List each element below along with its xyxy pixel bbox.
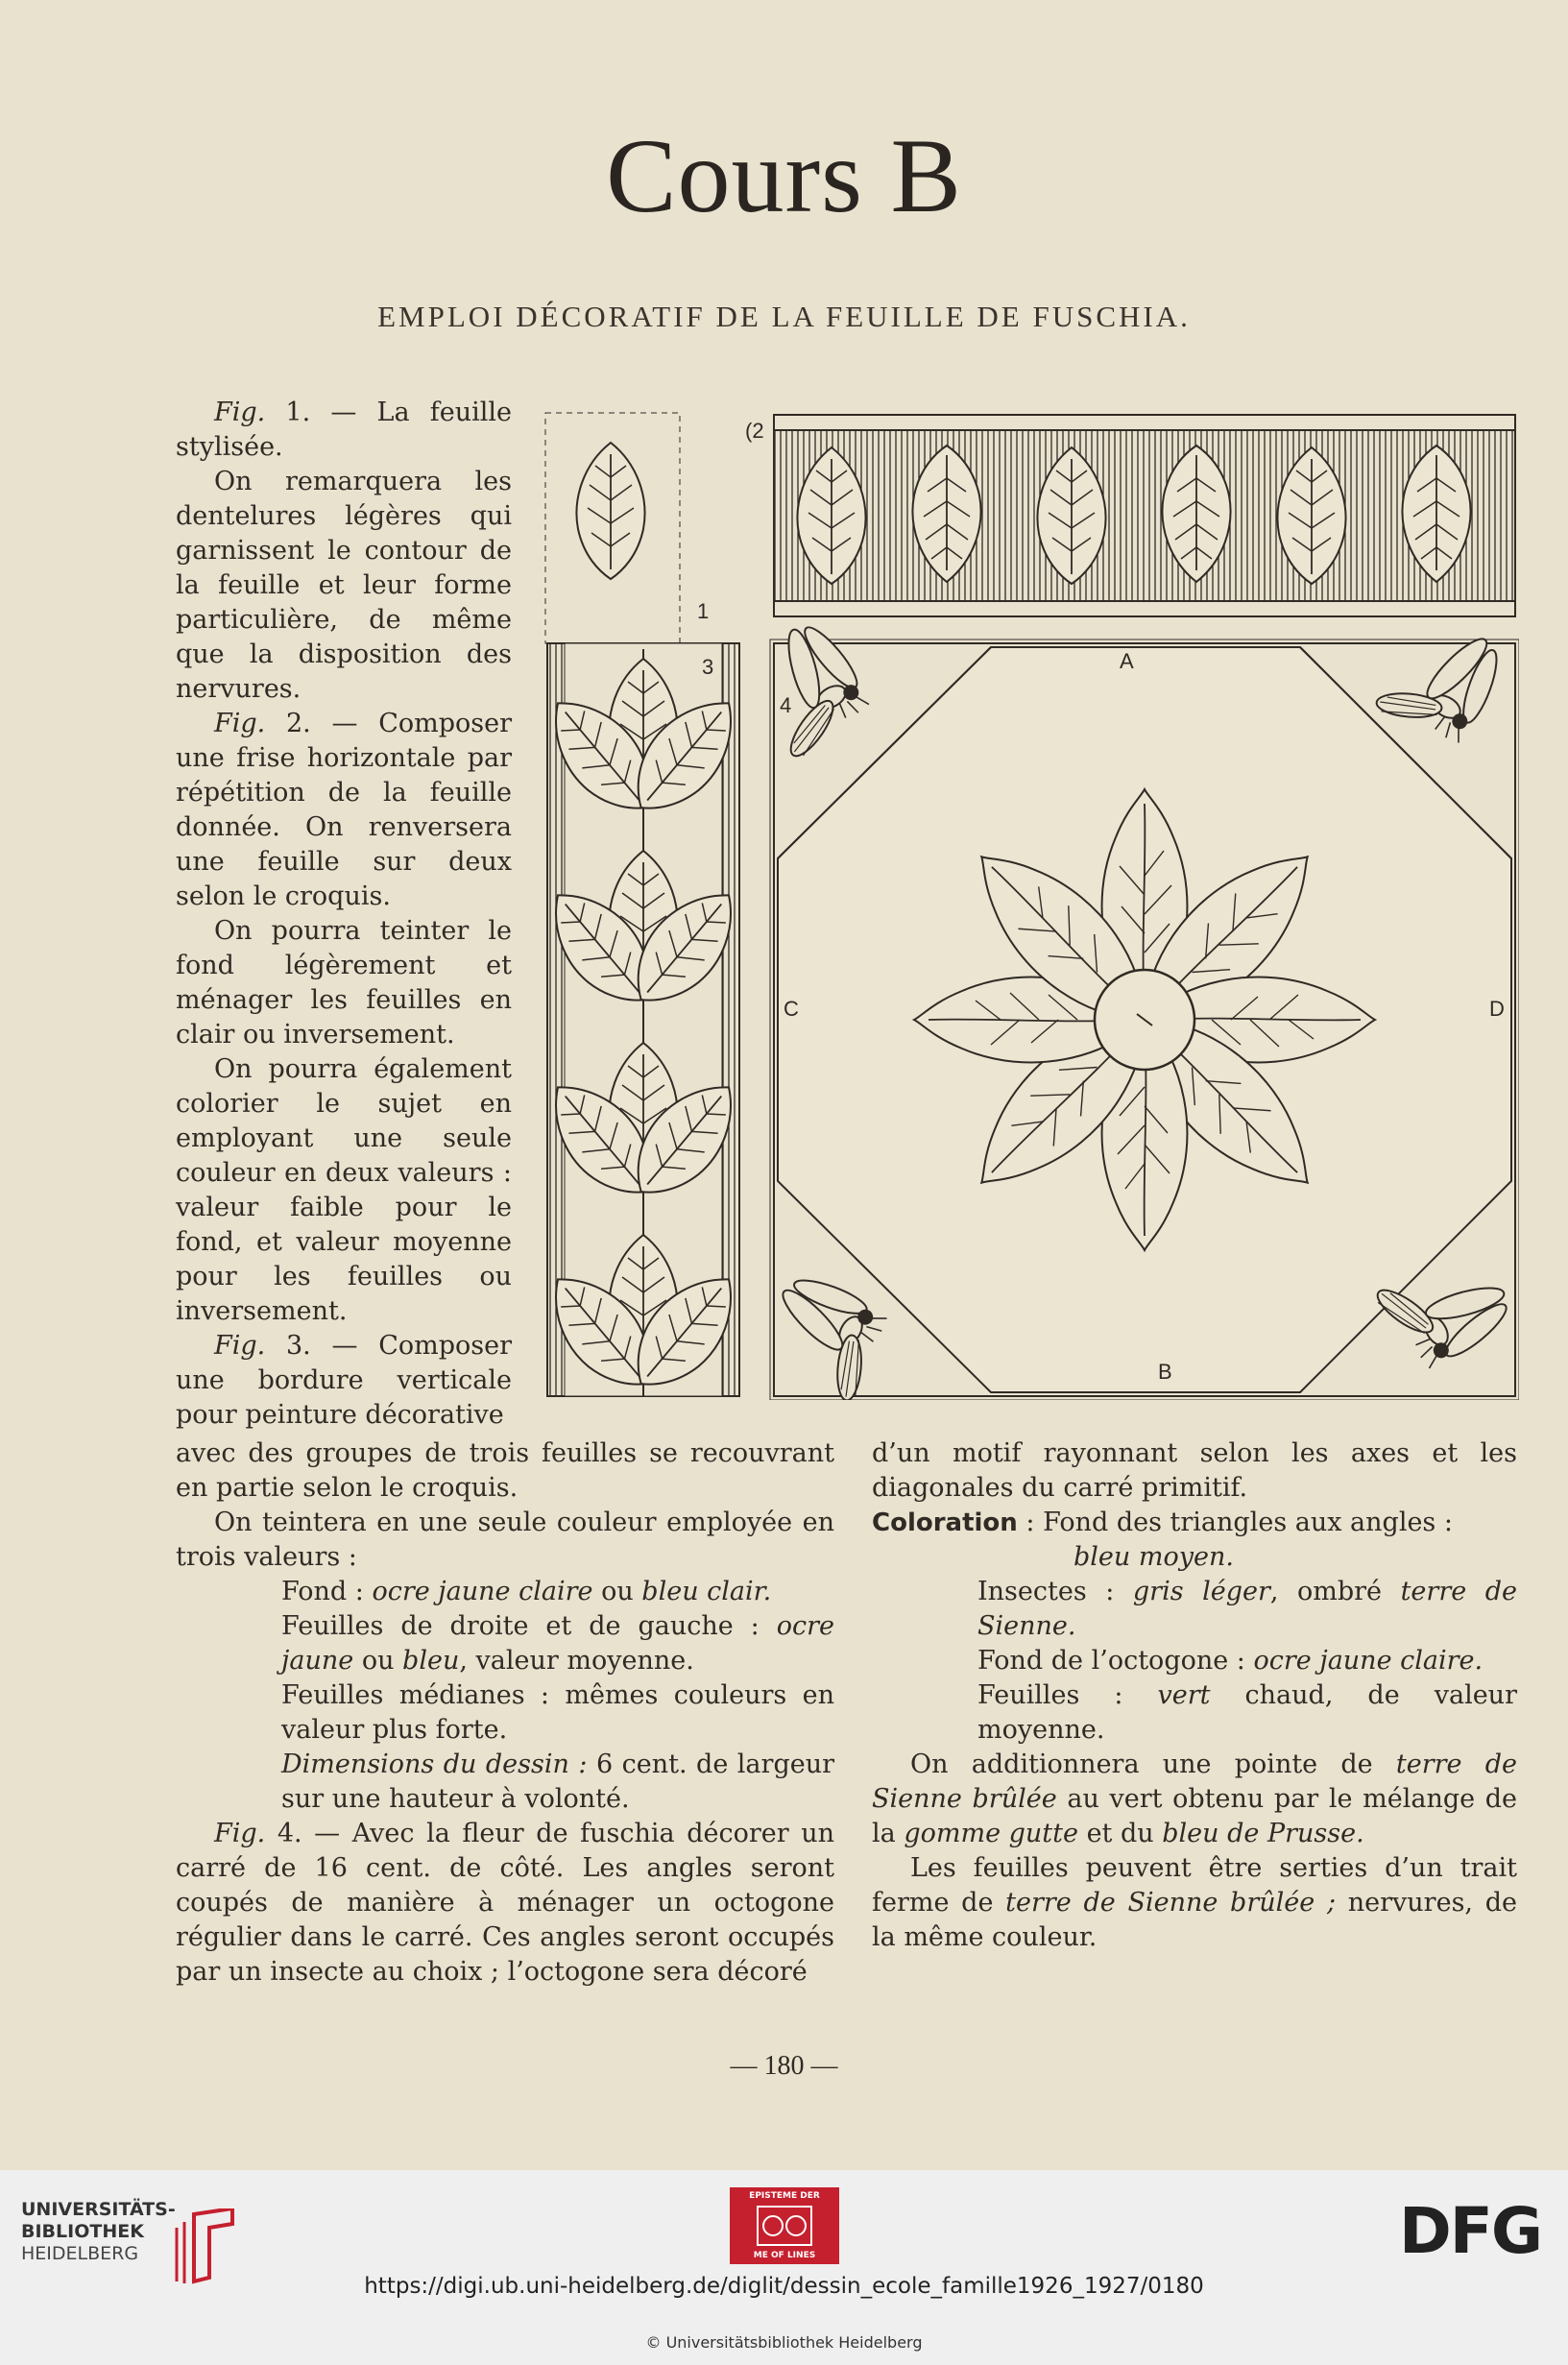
fig4-caption: Fig. 4. — Avec la fleur de fuschia décorer un carré de 16 cent. de côté. Les angles seront coupés de manière à ménager un octogone régulier dans le carré. Ces angles seront occupés par un insecte au choix ; l’octogone sera décoré (176, 1819, 834, 1987)
paragraph: On remarquera les dentelures légères qui garnissent le contour de la feuille et leur forme particulière, de même que la disposition des nervures. (176, 467, 512, 704)
paragraph: Les feuilles peuvent être serties d’un trait ferme de terre de Sienne brûlée ; nervures, de la même couleur. (872, 1853, 1517, 1952)
paragraph: On pourra teinter le fond légèrement et ménager les feuilles en clair ou inversement. (176, 916, 512, 1050)
logo-line: HEIDELBERG (21, 2243, 139, 2264)
episteme-emblem-icon (756, 2205, 813, 2247)
university-library-logo[interactable] (21, 2199, 252, 2285)
insectes-line: Insectes : gris léger, ombré terre de Sienne. (977, 1577, 1517, 1641)
paragraph: avec des groupes de trois feuilles se recouvrant en partie selon le croquis. (176, 1438, 834, 1503)
logo-line: UNIVERSITÄTS- (21, 2199, 176, 2220)
octogone-line: Fond de l’octogone : ocre jaune claire. (977, 1646, 1484, 1676)
fig3-caption: Fig. 3. — Composer une bordure verticale pour peinture décorative (176, 1331, 512, 1430)
fig2-caption: Fig. 2. — Composer une frise horizontale par répétition de la feuille donnée. On renversera une feuille sur deux selon le croquis. (176, 709, 512, 911)
right-text-column (872, 1436, 1517, 1955)
permalink[interactable]: https://digi.ub.uni-heidelberg.de/diglit/dessin_ecole_famille1926_1927/0180 (364, 2274, 1204, 2299)
logo-line: BIBLIOTHEK (21, 2221, 144, 2242)
viewer-footer (0, 2170, 1568, 2365)
fig3-label: 3 (702, 655, 714, 679)
fig1-caption: Fig. 1. — La feuille stylisée. (176, 398, 512, 462)
paragraph: On additionnera une pointe de terre de Sienne brûlée au vert obtenu par le mélange de la gomme gutte et du bleu de Prusse. (872, 1750, 1518, 1848)
narrow-text-column (176, 396, 512, 1433)
coloration-line: Coloration : Fond des triangles aux angles : (872, 1508, 1453, 1537)
decorative-figure (543, 409, 1519, 1400)
bleu-moyen-line: bleu moyen. (1073, 1542, 1234, 1572)
axis-label-a: A (1120, 649, 1134, 673)
fig4-label: 4 (780, 693, 792, 717)
feuilles-line: Feuilles de droite et de gauche : ocre jaune ou bleu, valeur moyenne. (281, 1611, 834, 1676)
feuilles-line: Feuilles : vert chaud, de valeur moyenne. (977, 1680, 1517, 1745)
paragraph: d’un motif rayonnant selon les axes et les diagonales du carré primitif. (872, 1438, 1517, 1503)
fig1-label: 1 (697, 599, 710, 623)
axis-label-b: B (1158, 1360, 1172, 1384)
left-text-column (176, 1436, 834, 1990)
axis-label-d: D (1489, 997, 1505, 1021)
dfg-logo[interactable]: DFG (1398, 2194, 1541, 2268)
page-title: Cours B (606, 117, 962, 234)
page-number: — 180 — (730, 2051, 838, 2081)
page-subtitle: EMPLOI DÉCORATIF DE LA FEUILLE DE FUSCHIA. (377, 300, 1191, 333)
paragraph: On pourra également colorier le sujet en employant une seule couleur en deux valeurs : valeur faible pour le fond, et valeur moyenne pour les feuilles ou inversement. (176, 1054, 512, 1326)
medianes-line: Feuilles médianes : mêmes couleurs en valeur plus forte. (281, 1680, 834, 1745)
fig2-label: (2 (745, 419, 764, 443)
paragraph: On teintera en une seule couleur employée en trois valeurs : (176, 1508, 834, 1572)
episteme-logo[interactable]: EPISTEME DER ME OF LINES (730, 2187, 839, 2264)
fond-line: Fond : ocre jaune claire ou bleu clair. (281, 1577, 772, 1606)
copyright-notice: © Universitätsbibliothek Heidelberg (645, 2333, 923, 2352)
dimensions-line: Dimensions du dessin : 6 cent. de largeur sur une hauteur à volonté. (281, 1750, 834, 1814)
axis-label-c: C (784, 997, 799, 1021)
